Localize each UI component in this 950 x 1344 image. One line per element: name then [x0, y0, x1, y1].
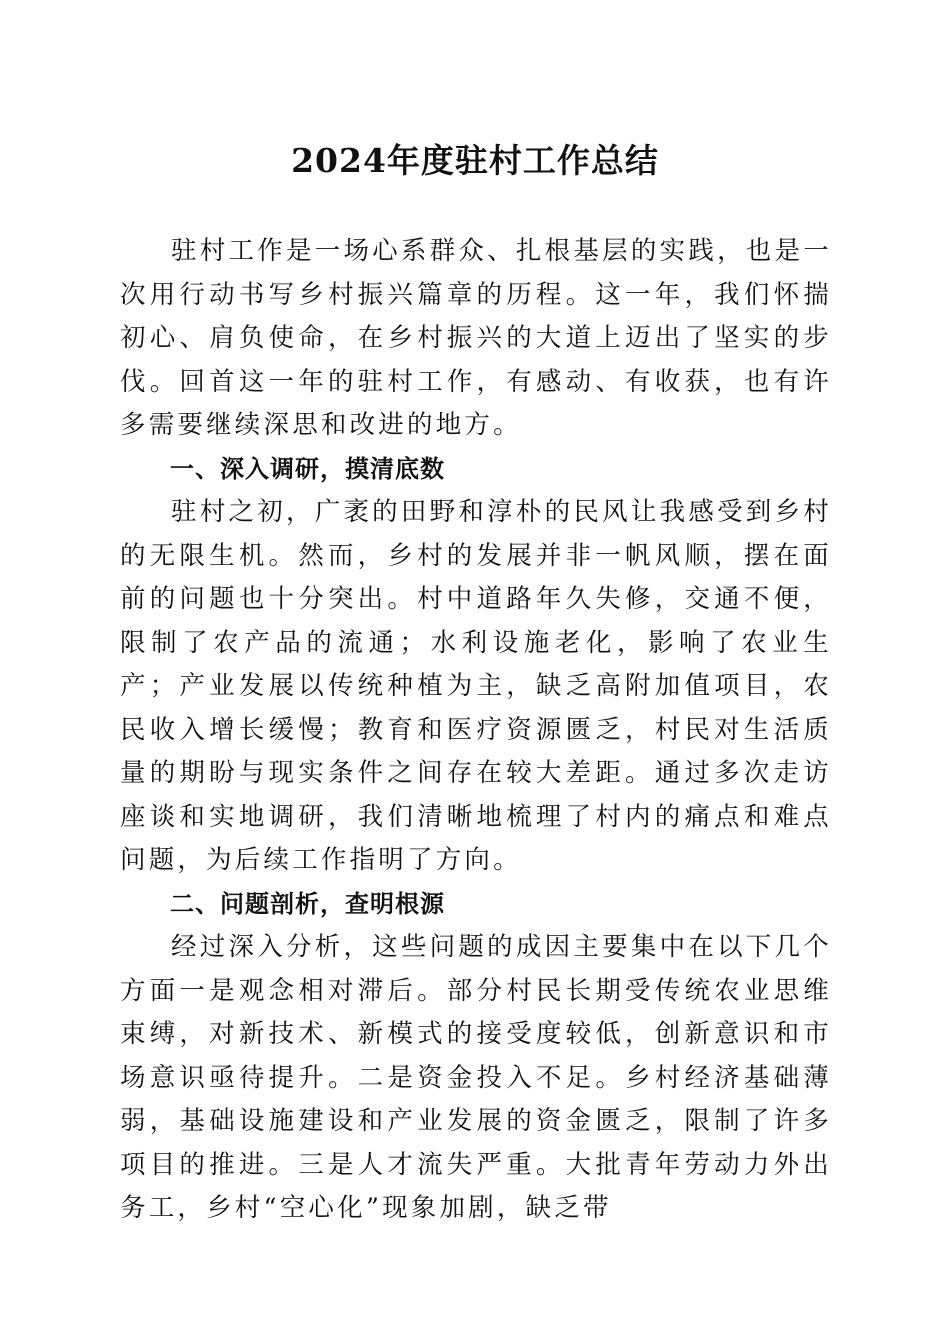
section-paragraph-research: 驻村之初，广袤的田野和淳朴的民风让我感受到乡村的无限生机。然而，乡村的发展并非一帆风顺，摆在面前的问题也十分突出。村中道路年久失修，交通不便，限制了农产品的流通；水利设施老化，影响了农业生产；产业发展以传统种植为主，缺乏高附加值项目，农民收入增长缓慢；教育和医疗资源匮乏，村民对生活质量的期盼与现实条件之间存在较大差距。通过多次走访座谈和实地调研，我们清晰地梳理了村内的痛点和难点问题，为后续工作指明了方向。 — [120, 497, 832, 875]
intro-paragraph: 驻村工作是一场心系群众、扎根基层的实践，也是一次用行动书写乡村振兴篇章的历程。这一年，我们怀揣初心、肩负使命，在乡村振兴的大道上迈出了坚实的步伐。回首这一年的驻村工作，有感动、有收获，也有许多需要继续深思和改进的地方。 — [120, 236, 832, 440]
section-heading-analysis: 二、问题剖析，查明根源 — [170, 889, 445, 918]
document-title: 2024年度驻村工作总结 — [291, 141, 659, 180]
section-paragraph-analysis: 经过深入分析，这些问题的成因主要集中在以下几个方面一是观念相对滞后。部分村民长期受传统农业思维束缚，对新技术、新模式的接受度较低，创新意识和市场意识亟待提升。二是资金投入不足。乡村经济基础薄弱，基础设施建设和产业发展的资金匮乏，限制了许多项目的推进。三是人才流失严重。大批青年劳动力外出务工，乡村“空心化”现象加剧，缺乏带 — [120, 932, 832, 1223]
document-body — [120, 230, 832, 1231]
section-heading-research: 一、深入调研，摸清底数 — [170, 454, 445, 483]
